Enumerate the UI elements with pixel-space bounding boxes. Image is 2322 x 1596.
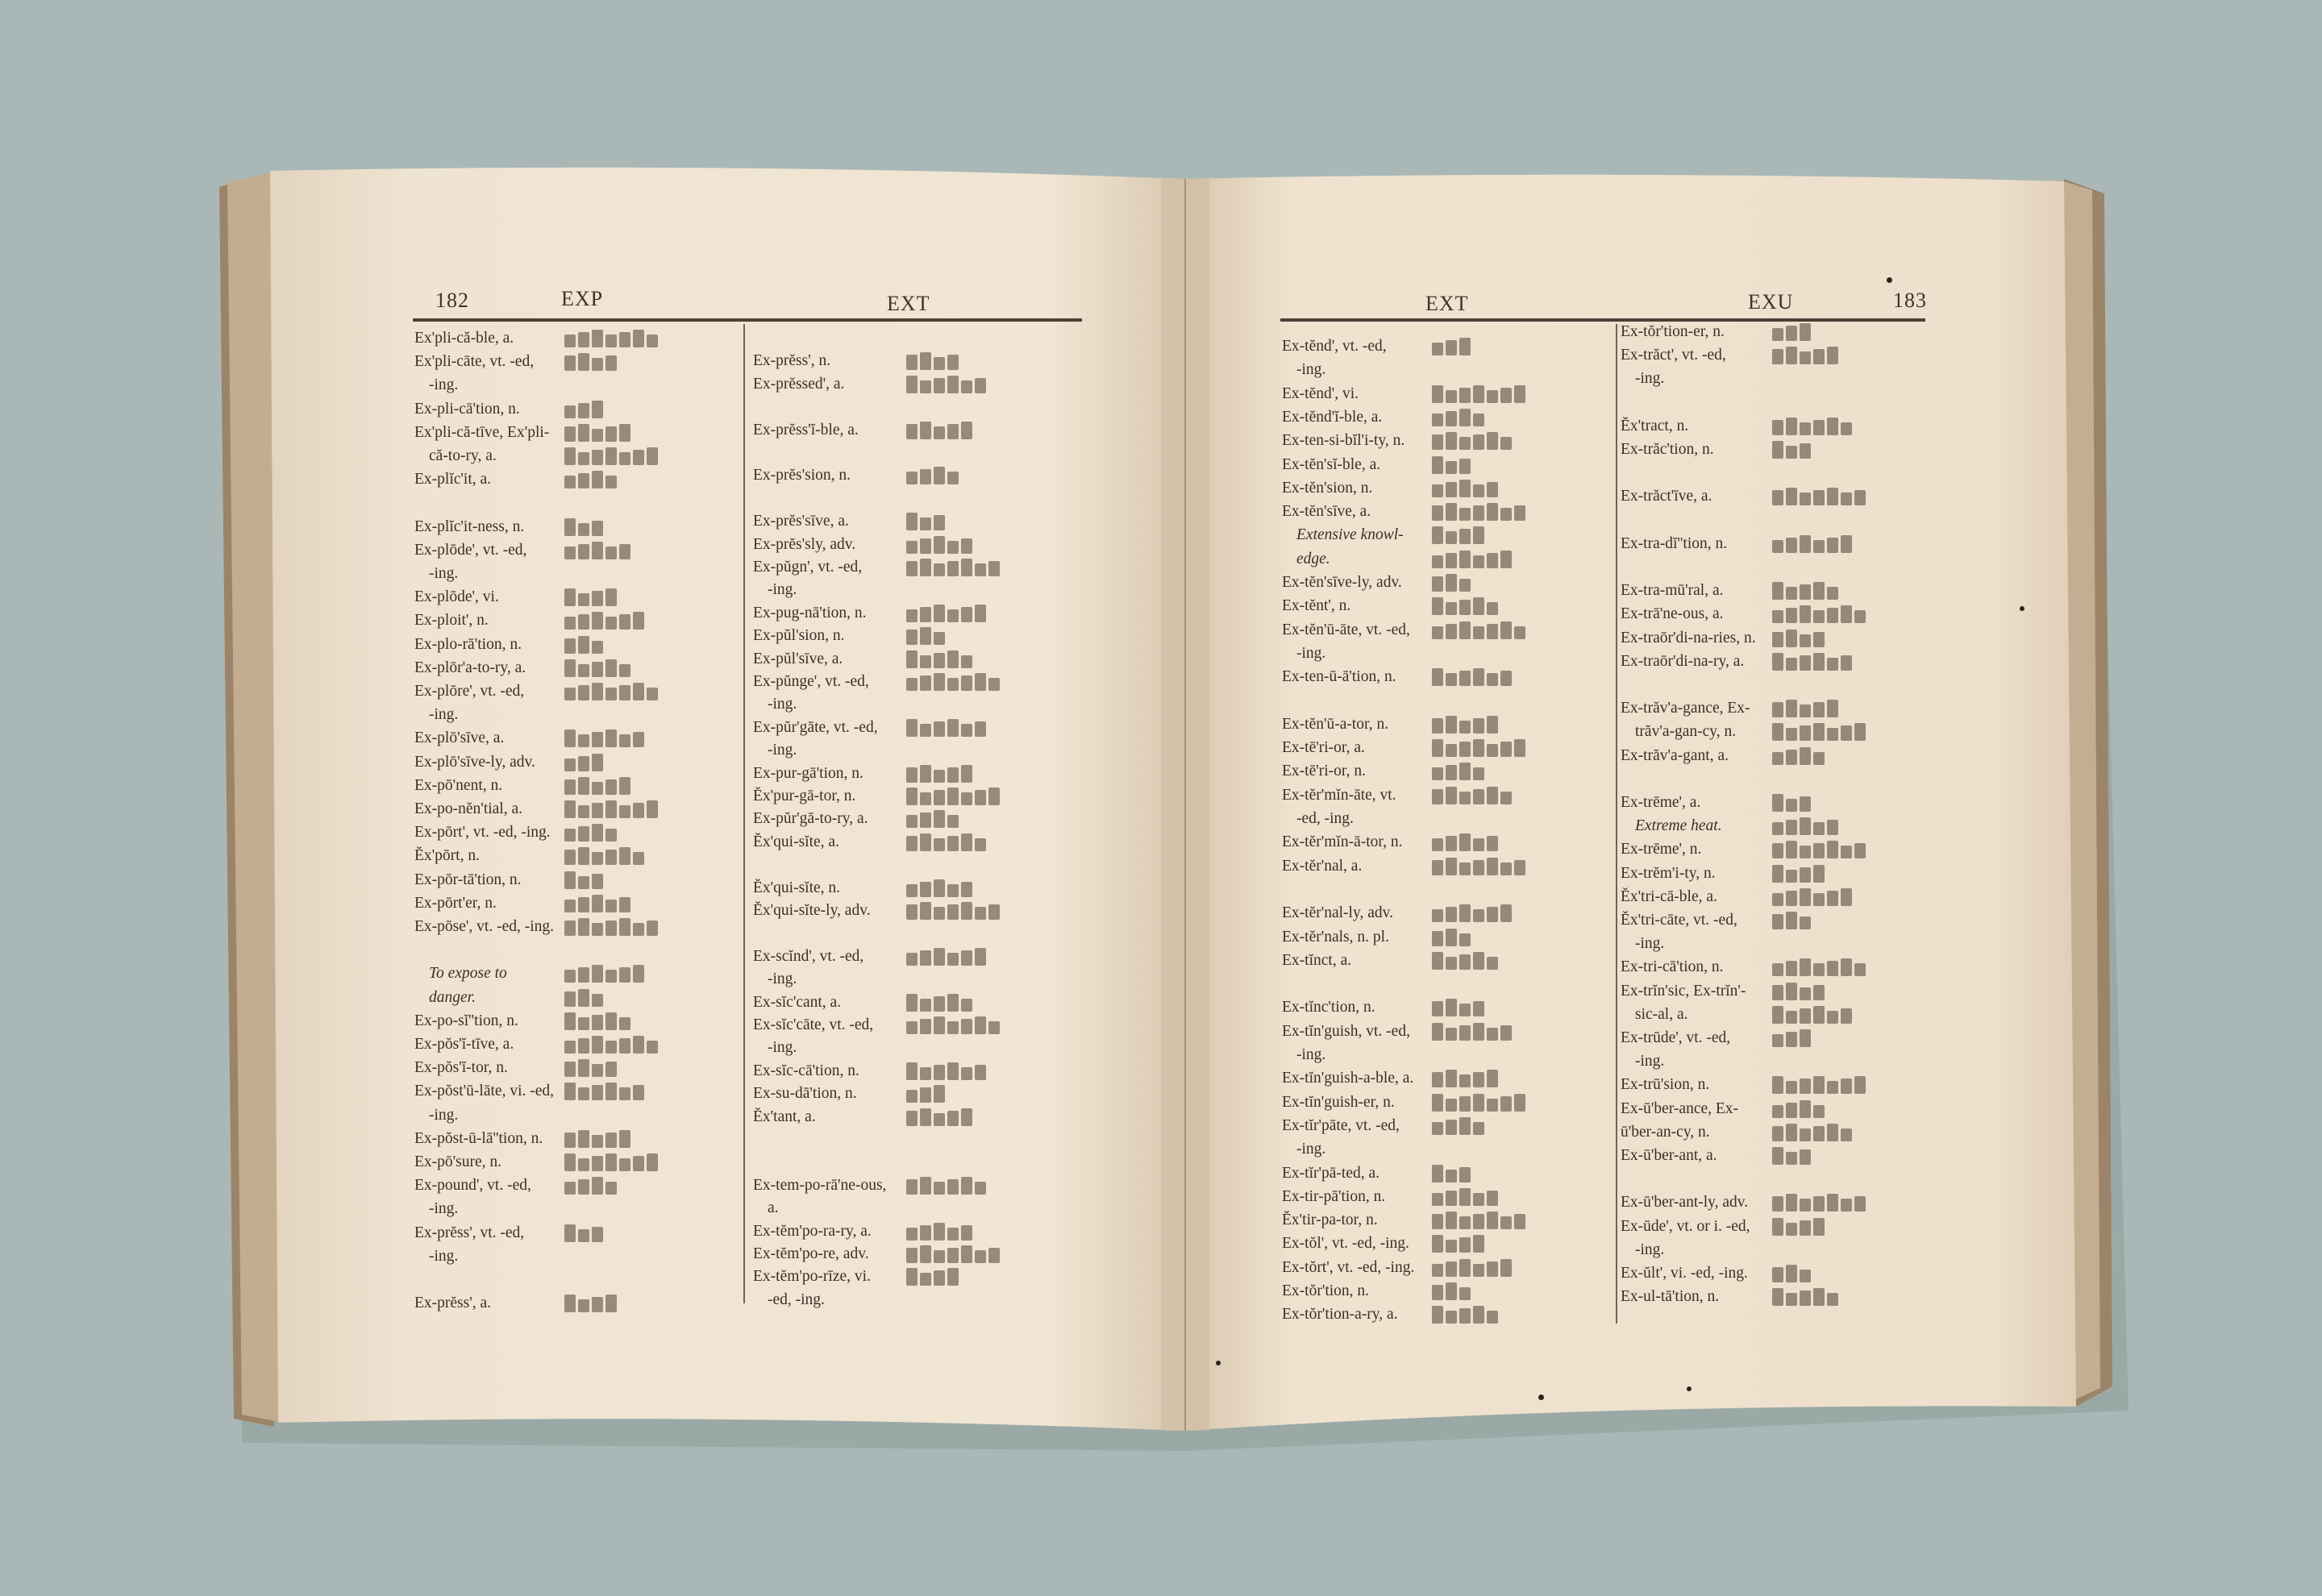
left-page-number: 182	[435, 289, 469, 312]
dictionary-entry: Ex-plō'sīve-ly, adv.	[414, 753, 535, 771]
dictionary-entry: Ex-pŏs'ĭ-tor, n.	[414, 1059, 508, 1077]
dictionary-entry: Ex-trēme', n.	[1621, 841, 1702, 858]
japanese-gloss-text	[1432, 716, 1529, 738]
japanese-gloss-text	[906, 1177, 1003, 1199]
dictionary-entry: Ex-tri-cā'tion, n.	[1621, 958, 1724, 976]
dictionary-entry: Ex-sĭc'cāte, vt. -ed,	[753, 1016, 874, 1033]
japanese-gloss-text	[564, 542, 661, 564]
japanese-gloss-text	[1432, 1117, 1529, 1140]
dictionary-entry: Ex-ten-ū-ā'tion, n.	[1282, 668, 1396, 686]
japanese-gloss-text	[906, 719, 1003, 742]
ink-spot	[1887, 277, 1892, 283]
dictionary-entry: Ex-pōrt', vt. -ed, -ing.	[414, 824, 551, 842]
japanese-gloss-text	[1772, 1194, 1869, 1216]
dictionary-entry: Ex-po-sĭ''tion, n.	[414, 1012, 518, 1029]
japanese-gloss-text	[564, 1177, 661, 1199]
right-header-guide-word: EXU	[1748, 290, 1794, 314]
dictionary-entry: Ex-prĕss', vt. -ed,	[414, 1224, 525, 1241]
dictionary-entry: Ex-plōde', vi.	[414, 588, 499, 606]
japanese-gloss-text	[564, 447, 661, 470]
japanese-gloss-text	[906, 422, 1003, 444]
dictionary-entry: Ex-tĕm'po-ra-ry, a.	[753, 1222, 872, 1240]
japanese-gloss-text	[1432, 551, 1529, 573]
dictionary-entry: Ex-pŏs'ĭ-tīve, a.	[414, 1036, 514, 1053]
japanese-gloss-text	[1432, 952, 1529, 975]
japanese-gloss-text	[1432, 833, 1529, 856]
dictionary-entry: Ex-tĕr'nal, a.	[1282, 857, 1363, 875]
japanese-gloss-text	[906, 352, 1003, 375]
japanese-gloss-text	[1772, 841, 1869, 863]
left-header-center-word: EXT	[887, 292, 930, 315]
dictionary-entry: Ex-pŭgn', vt. -ed,	[753, 559, 863, 576]
dictionary-entry: Ex-plō'sīve, a.	[414, 729, 505, 747]
japanese-gloss-text	[1432, 1165, 1529, 1187]
dictionary-entry: Ex-tĕnd', vt. -ed,	[1282, 338, 1387, 355]
dictionary-entry: -ing.	[1635, 1241, 1665, 1258]
dictionary-entry: -ing.	[1635, 1053, 1665, 1070]
japanese-gloss-text	[1432, 597, 1529, 620]
dictionary-entry: Ĕx'tri-cāte, vt. -ed,	[1621, 912, 1737, 929]
japanese-gloss-text	[564, 353, 661, 376]
japanese-gloss-text	[906, 536, 1003, 559]
dictionary-entry: Ex-pōrt'er, n.	[414, 894, 497, 912]
dictionary-entry: Ex-ū'ber-ant, a.	[1621, 1147, 1717, 1164]
dictionary-entry: Ex-tŏr'tion, n.	[1282, 1282, 1370, 1299]
japanese-gloss-text	[906, 1016, 1003, 1039]
japanese-gloss-text	[1772, 1124, 1869, 1146]
japanese-gloss-text	[1432, 574, 1529, 596]
dictionary-entry: Ex-tŏl', vt. -ed, -ing.	[1282, 1235, 1409, 1253]
japanese-gloss-text	[564, 683, 661, 705]
japanese-gloss-text	[1772, 1265, 1869, 1287]
japanese-gloss-text	[564, 401, 661, 423]
japanese-gloss-text	[1432, 1259, 1529, 1282]
dictionary-entry: Ex-tĕn'ū-āte, vt. -ed,	[1282, 621, 1410, 638]
japanese-gloss-text	[564, 965, 661, 987]
dictionary-entry: Ex-tĕr'mĭn-āte, vt.	[1282, 786, 1396, 804]
japanese-gloss-text	[564, 612, 661, 634]
japanese-gloss-text	[564, 824, 661, 846]
dictionary-entry: Ex-tĭnct, a.	[1282, 951, 1352, 969]
dictionary-entry: Ex-tĕn'sĭ-ble, a.	[1282, 455, 1381, 473]
dictionary-entry: Ex-pli-cā'tion, n.	[414, 400, 520, 418]
japanese-gloss-text	[1772, 983, 1869, 1005]
dictionary-entry: Ex-tĕnd', vi.	[1282, 384, 1359, 402]
japanese-gloss-text	[906, 902, 1003, 925]
japanese-gloss-text	[564, 1130, 661, 1153]
dictionary-entry: Ex-ū'ber-ant-ly, adv.	[1621, 1194, 1749, 1212]
japanese-gloss-text	[564, 754, 661, 776]
dictionary-entry: -ing.	[1296, 361, 1326, 379]
japanese-gloss-text	[1772, 888, 1869, 911]
japanese-gloss-text	[564, 895, 661, 917]
japanese-gloss-text	[1432, 432, 1529, 455]
dictionary-entry: Ex-pŭl'sion, n.	[753, 627, 845, 645]
dictionary-entry: ū'ber-an-cy, n.	[1621, 1123, 1710, 1141]
dictionary-entry: -ing.	[429, 1106, 459, 1124]
japanese-gloss-text	[1432, 621, 1529, 644]
japanese-gloss-text	[1432, 763, 1529, 785]
dictionary-entry: Ex-tĕm'po-rīze, vi.	[753, 1268, 871, 1286]
japanese-gloss-text	[1772, 1147, 1869, 1170]
dictionary-entry: Ex-trū'sion, n.	[1621, 1076, 1710, 1094]
dictionary-entry: Ex-pŏst'ū-lāte, vi. -ed,	[414, 1083, 555, 1100]
japanese-gloss-text	[564, 1153, 661, 1176]
dictionary-entry: Ex-po-nĕn'tial, a.	[414, 800, 523, 817]
dictionary-entry: Ex-ul-tā'tion, n.	[1621, 1288, 1720, 1306]
dictionary-entry: Ex-tĭr'pā-ted, a.	[1282, 1164, 1379, 1182]
japanese-gloss-text	[906, 948, 1003, 970]
japanese-gloss-text	[564, 1036, 661, 1058]
japanese-gloss-text	[564, 330, 661, 352]
dictionary-entry: Ĕx'pur-gā-tor, n.	[753, 788, 856, 804]
dictionary-entry: sic-al, a.	[1635, 1005, 1688, 1023]
dictionary-entry: -ing.	[429, 706, 459, 724]
japanese-gloss-text	[1432, 409, 1529, 431]
japanese-gloss-text	[564, 729, 661, 752]
dictionary-entry: Ĕx'tir-pa-tor, n.	[1282, 1212, 1378, 1229]
dictionary-entry: -ing.	[768, 1039, 797, 1057]
dictionary-entry: edge.	[1296, 550, 1330, 567]
japanese-gloss-text	[906, 1223, 1003, 1245]
dictionary-entry: Ex-plōre', vt. -ed,	[414, 683, 525, 700]
japanese-gloss-text	[906, 513, 1003, 535]
japanese-gloss-text	[1432, 904, 1529, 927]
dictionary-entry: Ĕx'tant, a.	[753, 1108, 816, 1125]
japanese-gloss-text	[564, 847, 661, 870]
dictionary-entry: Ex'pli-că-tīve, Ex'pli-	[414, 423, 550, 441]
japanese-gloss-text	[564, 659, 661, 682]
dictionary-entry: Ex-trĭn'sic, Ex-trĭn'-	[1621, 982, 1746, 1000]
dictionary-entry: Ex-traōr'di-na-ry, a.	[1621, 652, 1745, 670]
dictionary-entry: Ex-trăct'īve, a.	[1621, 488, 1712, 505]
dictionary-entry: Ex-trūde', vt. -ed,	[1621, 1029, 1731, 1046]
japanese-gloss-text	[564, 1295, 661, 1317]
japanese-gloss-text	[1772, 630, 1869, 652]
dictionary-entry: -ing.	[1296, 644, 1326, 662]
dictionary-entry: Ex-trā'ne-ous, a.	[1621, 605, 1724, 623]
dictionary-entry: Ex-pŏst-ū-lā''tion, n.	[414, 1129, 543, 1147]
japanese-gloss-text	[1432, 338, 1529, 360]
japanese-gloss-text	[1432, 480, 1529, 502]
dictionary-entry: To expose to	[429, 965, 507, 983]
right-header-rule	[1280, 318, 1925, 322]
japanese-gloss-text	[1772, 1218, 1869, 1241]
dictionary-entry: danger.	[429, 988, 476, 1006]
dictionary-entry: Ex-tĭn'guish, vt. -ed,	[1282, 1022, 1410, 1040]
japanese-gloss-text	[1432, 668, 1529, 691]
dictionary-entry: Ex-ū'ber-ance, Ex-	[1621, 1099, 1739, 1117]
dictionary-entry: Ex-plĭc'it, a.	[414, 471, 492, 488]
japanese-gloss-text	[564, 918, 661, 941]
japanese-gloss-text	[1432, 1188, 1529, 1211]
dictionary-entry: Ex-pō'nent, n.	[414, 776, 503, 794]
dictionary-entry: Ex-prĕss', n.	[753, 352, 831, 370]
dictionary-entry: Ex-trĕm'i-ty, n.	[1621, 864, 1716, 882]
japanese-gloss-text	[1432, 739, 1529, 762]
japanese-gloss-text	[1772, 723, 1869, 746]
dictionary-entry: Ex-tĕr'mĭn-ā-tor, n.	[1282, 833, 1403, 851]
dictionary-entry: Ex-tŏr'tion-a-ry, a.	[1282, 1306, 1398, 1324]
japanese-gloss-text	[1432, 385, 1529, 408]
dictionary-entry: Ex-pug-nā'tion, n.	[753, 604, 867, 621]
japanese-gloss-text	[1432, 999, 1529, 1021]
japanese-gloss-text	[1772, 747, 1869, 770]
dictionary-entry: Ex-tē'ri-or, n.	[1282, 763, 1366, 780]
right-column-divider	[1616, 324, 1617, 1324]
dictionary-entry: -ing.	[1296, 1046, 1326, 1063]
dictionary-entry: Ex-tĕr'nals, n. pl.	[1282, 928, 1389, 946]
japanese-gloss-text	[564, 518, 661, 541]
japanese-gloss-text	[564, 424, 661, 447]
japanese-gloss-text	[564, 1059, 661, 1082]
left-header-guide-word: EXP	[561, 287, 604, 310]
japanese-gloss-text	[1432, 858, 1529, 880]
dictionary-entry: Ex-prĕs'sly, adv.	[753, 535, 856, 553]
dictionary-entry: Ex-plōde', vt. -ed,	[414, 541, 527, 559]
japanese-gloss-text	[906, 788, 1003, 810]
dictionary-entry: -ing.	[768, 970, 797, 988]
dictionary-entry: -ing.	[768, 742, 797, 759]
japanese-gloss-text	[564, 588, 661, 611]
japanese-gloss-text	[906, 1085, 1003, 1108]
dictionary-entry: -ing.	[429, 1247, 459, 1265]
dictionary-entry: Ex-pŭr'gā-to-ry, a.	[753, 810, 868, 828]
dictionary-entry: Ex-trăv'a-gance, Ex-	[1621, 700, 1750, 717]
dictionary-entry: Extensive knowl-	[1296, 526, 1404, 544]
dictionary-entry: trăv'a-gan-cy, n.	[1635, 723, 1737, 741]
dictionary-entry: Ex-traōr'di-na-ries, n.	[1621, 629, 1756, 646]
dictionary-entry: Ex-su-dā'tion, n.	[753, 1085, 857, 1103]
dictionary-entry: Ĕx'pōrt, n.	[414, 847, 480, 865]
dictionary-entry: Ex-tem-po-rā'ne-ous,	[753, 1176, 887, 1194]
dictionary-entry: Ex-tra-mū'ral, a.	[1621, 582, 1724, 600]
dictionary-entry: Ex-tĭr'pāte, vt. -ed,	[1282, 1116, 1400, 1134]
japanese-gloss-text	[564, 1083, 661, 1105]
japanese-gloss-text	[1772, 582, 1869, 605]
japanese-gloss-text	[1772, 1076, 1869, 1099]
japanese-gloss-text	[906, 879, 1003, 902]
dictionary-entry: Ĕx'tract, n.	[1621, 417, 1689, 434]
japanese-gloss-text	[1772, 535, 1869, 558]
dictionary-entry: Ex-pur-gā'tion, n.	[753, 764, 863, 782]
dictionary-entry: Ex-tir-pā'tion, n.	[1282, 1187, 1386, 1205]
dictionary-entry: Ex-pŭr'gāte, vt. -ed,	[753, 718, 878, 736]
dictionary-entry: Ex-prĕs'sion, n.	[753, 467, 851, 484]
japanese-gloss-text	[906, 810, 1003, 833]
left-column-divider	[743, 324, 745, 1303]
japanese-gloss-text	[564, 636, 661, 659]
ink-spot	[1538, 1394, 1544, 1400]
japanese-gloss-text	[1772, 1100, 1869, 1123]
dictionary-entry: Ex-tē'ri-or, a.	[1282, 739, 1365, 757]
left-header-rule	[413, 318, 1082, 322]
dictionary-entry: Ex-trēme', a.	[1621, 794, 1701, 811]
japanese-gloss-text	[906, 1108, 1003, 1131]
dictionary-entry: Ex-pŭnge', vt. -ed,	[753, 673, 869, 690]
dictionary-entry: Ex-tŏr'tion-er, n.	[1621, 323, 1725, 340]
ink-spot	[1687, 1386, 1692, 1391]
japanese-gloss-text	[564, 800, 661, 823]
japanese-gloss-text	[1772, 488, 1869, 510]
japanese-gloss-text	[906, 994, 1003, 1016]
dictionary-entry: Ex-plo-rā'tion, n.	[414, 635, 522, 653]
japanese-gloss-text	[1432, 1212, 1529, 1234]
dictionary-entry: Ex-scĭnd', vt. -ed,	[753, 947, 864, 965]
dictionary-entry: Ex-ploit', n.	[414, 612, 489, 630]
dictionary-entry: Ex-tŏrt', vt. -ed, -ing.	[1282, 1258, 1415, 1276]
dictionary-entry: Ex-pŭl'sīve, a.	[753, 650, 843, 667]
dictionary-entry: Ex-ŭlt', vi. -ed, -ing.	[1621, 1265, 1748, 1282]
dictionary-entry: -ing.	[1635, 370, 1665, 388]
dictionary-entry: -ed, -ing.	[1296, 810, 1354, 827]
japanese-gloss-text	[1772, 418, 1869, 440]
japanese-gloss-text	[906, 673, 1003, 696]
left-page	[270, 168, 1185, 1431]
dictionary-entry: Ex-prĕs'sīve, a.	[753, 513, 849, 530]
ink-spot	[1216, 1361, 1221, 1365]
dictionary-entry: Ex-pō'sure, n.	[414, 1153, 502, 1170]
dictionary-entry: Ex-tĕnt', n.	[1282, 597, 1351, 615]
dictionary-entry: Ex-tĭn'guish-a-ble, a.	[1282, 1070, 1414, 1087]
dictionary-entry: Ex-ten-si-bĭl'i-ty, n.	[1282, 432, 1405, 450]
dictionary-entry: Ex-pound', vt. -ed,	[414, 1177, 531, 1195]
japanese-gloss-text	[1432, 1023, 1529, 1045]
dictionary-entry: Ex-ūde', vt. or i. -ed,	[1621, 1217, 1750, 1235]
dictionary-entry: Ex-sĭc'cant, a.	[753, 993, 842, 1011]
japanese-gloss-text	[1772, 1288, 1869, 1311]
japanese-gloss-text	[564, 989, 661, 1012]
dictionary-entry: Ex-prĕss', a.	[414, 1295, 492, 1312]
dictionary-entry: Ex-tĕn'sion, n.	[1282, 479, 1373, 497]
dictionary-entry: a.	[768, 1199, 779, 1217]
japanese-gloss-text	[1772, 323, 1869, 346]
dictionary-entry: Ĕx'qui-sĭte, a.	[753, 833, 839, 850]
dictionary-entry: -ing.	[429, 1200, 459, 1218]
dictionary-entry: Ex-sĭc-cā'tion, n.	[753, 1062, 859, 1079]
dictionary-entry: Ex-prĕss'ĭ-ble, a.	[753, 421, 859, 438]
japanese-gloss-text	[1772, 794, 1869, 817]
dictionary-entry: Ex-pōr-tā'tion, n.	[414, 871, 522, 888]
right-page-number: 183	[1893, 289, 1927, 312]
japanese-gloss-text	[1432, 526, 1529, 549]
japanese-gloss-text	[1772, 865, 1869, 887]
japanese-gloss-text	[1432, 1070, 1529, 1092]
japanese-gloss-text	[1432, 787, 1529, 809]
japanese-gloss-text	[1772, 1006, 1869, 1029]
japanese-gloss-text	[1772, 700, 1869, 722]
japanese-gloss-text	[1432, 503, 1529, 526]
japanese-gloss-text	[1772, 605, 1869, 628]
dictionary-entry: -ing.	[768, 696, 797, 713]
japanese-gloss-text	[906, 605, 1003, 627]
japanese-gloss-text	[1772, 817, 1869, 840]
japanese-gloss-text	[906, 376, 1003, 398]
dictionary-entry: -ing.	[429, 376, 459, 394]
dictionary-entry: Ex-plōr'a-to-ry, a.	[414, 659, 526, 676]
japanese-gloss-text	[906, 650, 1003, 673]
dictionary-entry: Ex-tĕr'nal-ly, adv.	[1282, 904, 1393, 922]
japanese-gloss-text	[564, 1012, 661, 1035]
japanese-gloss-text	[564, 777, 661, 800]
dictionary-entry: Ex-tĕn'sīve-ly, adv.	[1282, 574, 1402, 591]
dictionary-entry: Ex'pli-cāte, vt. -ed,	[414, 353, 535, 371]
dictionary-entry: Extreme heat.	[1635, 817, 1722, 835]
dictionary-entry: Ĕx'tri-cā-ble, a.	[1621, 887, 1717, 905]
dictionary-entry: Ex-tĕn'ū-a-tor, n.	[1282, 715, 1389, 733]
ink-spot	[2020, 606, 2024, 611]
japanese-gloss-text	[906, 559, 1003, 581]
japanese-gloss-text	[1772, 1029, 1869, 1052]
dictionary-entry: Ex-prĕssed', a.	[753, 375, 845, 393]
japanese-gloss-text	[1432, 1094, 1529, 1116]
japanese-gloss-text	[1432, 1306, 1529, 1328]
dictionary-entry: Ex-tĭnc'tion, n.	[1282, 999, 1375, 1016]
japanese-gloss-text	[1772, 912, 1869, 934]
dictionary-entry: că-to-ry, a.	[429, 447, 497, 464]
dictionary-entry: Ex'pli-că-ble, a.	[414, 330, 514, 347]
dictionary-entry: -ing.	[1635, 935, 1665, 953]
japanese-gloss-text	[564, 1224, 661, 1247]
japanese-gloss-text	[1772, 347, 1869, 369]
right-header-center-word: EXT	[1425, 292, 1469, 315]
japanese-gloss-text	[1772, 653, 1869, 675]
japanese-gloss-text	[1432, 456, 1529, 479]
dictionary-entry: Ex-tĕm'po-re, adv.	[753, 1245, 869, 1262]
dictionary-entry: Ex-tra-dĭ''tion, n.	[1621, 534, 1728, 552]
dictionary-entry: -ing.	[768, 581, 797, 599]
japanese-gloss-text	[906, 1268, 1003, 1291]
japanese-gloss-text	[564, 471, 661, 493]
japanese-gloss-text	[906, 467, 1003, 489]
dictionary-entry: Ex-pōse', vt. -ed, -ing.	[414, 918, 555, 935]
japanese-gloss-text	[1772, 958, 1869, 981]
japanese-gloss-text	[906, 1062, 1003, 1085]
dictionary-entry: Ex-tĭn'guish-er, n.	[1282, 1093, 1395, 1111]
dictionary-entry: Ex-tĕnd'ĭ-ble, a.	[1282, 408, 1383, 426]
japanese-gloss-text	[564, 871, 661, 894]
dictionary-entry: -ing.	[1296, 1141, 1326, 1158]
dictionary-entry: Ĕx'qui-sĭte, n.	[753, 879, 841, 896]
japanese-gloss-text	[906, 627, 1003, 650]
japanese-gloss-text	[1432, 929, 1529, 951]
dictionary-entry: Ex-trăct', vt. -ed,	[1621, 347, 1726, 364]
dictionary-entry: Ex-trăc'tion, n.	[1621, 441, 1714, 458]
dictionary-entry: -ing.	[429, 565, 459, 582]
dictionary-entry: Ex-tĕn'sīve, a.	[1282, 503, 1371, 521]
dictionary-entry: Ex-plĭc'it-ness, n.	[414, 517, 525, 535]
dictionary-entry: -ed, -ing.	[768, 1291, 825, 1308]
japanese-gloss-text	[906, 1245, 1003, 1268]
japanese-gloss-text	[906, 765, 1003, 788]
dictionary-entry: Ĕx'qui-sĭte-ly, adv.	[753, 902, 871, 919]
japanese-gloss-text	[1772, 441, 1869, 463]
japanese-gloss-text	[1432, 1282, 1529, 1305]
japanese-gloss-text	[906, 833, 1003, 856]
dictionary-entry: Ex-trăv'a-gant, a.	[1621, 746, 1729, 764]
japanese-gloss-text	[1432, 1235, 1529, 1257]
